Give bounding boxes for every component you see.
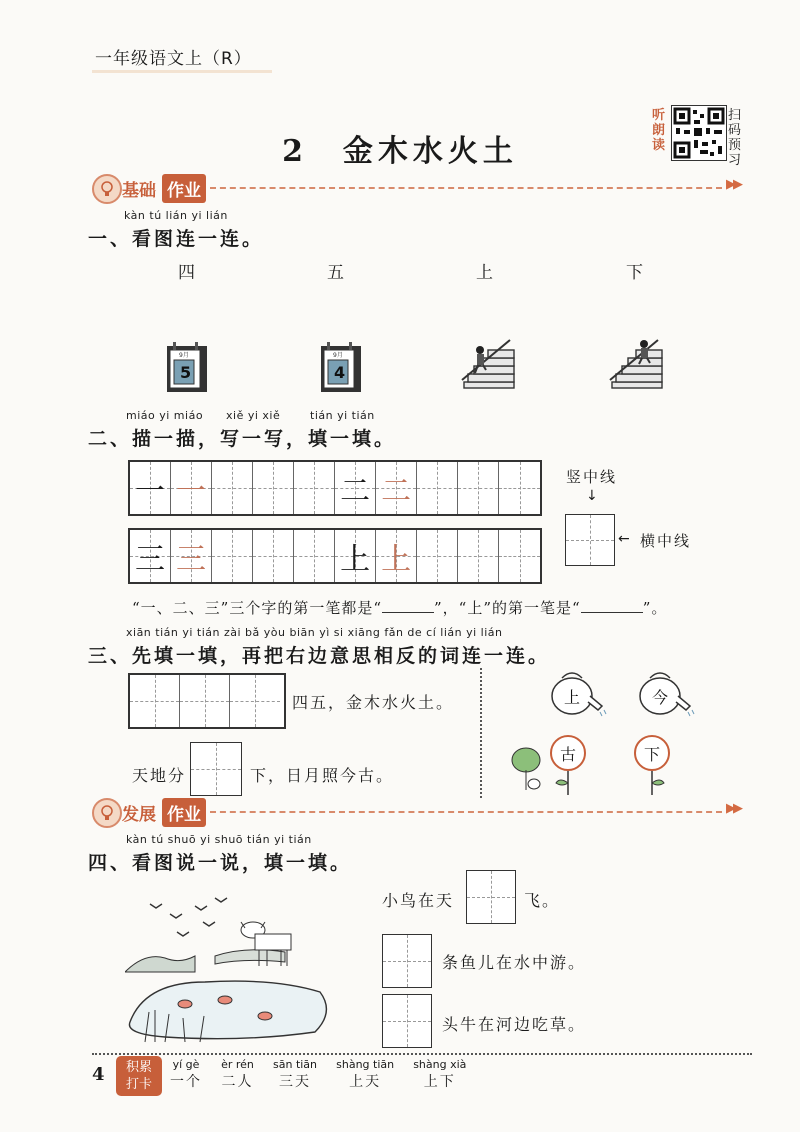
grid-cell[interactable]: 上 (376, 530, 417, 582)
q3-grid-row (128, 673, 286, 729)
section-banner-develop (92, 796, 742, 826)
q2-pinyin-3: tián yi tián (310, 409, 375, 422)
grid-cell[interactable]: 一 (130, 462, 171, 514)
q3-line-1: 四五，金木水火土。 (292, 693, 455, 712)
lesson-title: 2 金木水火土 (282, 134, 518, 169)
flower-char: 古 (550, 735, 586, 771)
q2-sentence-part-b: ”，“上”的第一笔是“ (434, 599, 581, 617)
writing-grid-row-1 (128, 460, 542, 516)
q3-title: 三、先填一填，再把右边意思相反的词连一连。 (88, 645, 551, 667)
leaf-snail-decoration (506, 742, 546, 796)
q3-line-2-post: 下，日月照今古。 (250, 766, 395, 785)
grid-cell[interactable] (130, 675, 180, 727)
page-number: 4 (92, 1064, 105, 1085)
grid-legend-box (565, 514, 615, 566)
calendar-icon[interactable] (165, 340, 211, 394)
accumulate-items (170, 1058, 480, 1091)
book-header: 一年级语文上（R） (95, 49, 252, 69)
section-banner-basic (92, 172, 742, 202)
q1-char-1[interactable]: 四 (178, 263, 195, 283)
grid-cell[interactable] (294, 530, 335, 582)
q4-fill-box-3[interactable] (382, 994, 432, 1048)
badge-line-1: 积累 (125, 1060, 152, 1075)
calendar-month: 9月 (179, 352, 189, 359)
qr-code-icon[interactable] (671, 105, 727, 161)
grid-cell[interactable] (417, 462, 458, 514)
grid-cell[interactable] (458, 530, 499, 582)
footer-dotted-line (92, 1053, 752, 1055)
q3-fill-box[interactable] (190, 742, 242, 796)
q1-pinyin: kàn tú lián yi lián (124, 209, 228, 222)
q4-fill-box-2[interactable] (382, 934, 432, 988)
q2-fill-sentence (132, 597, 667, 618)
grid-cell[interactable]: 上 (335, 530, 376, 582)
q2-blank-1[interactable] (382, 612, 434, 613)
q4-sentence-2: 条鱼儿在水中游。 (442, 953, 587, 972)
q2-title: 二、描一描，写一写，填一填。 (88, 428, 397, 450)
stairs-down-image[interactable] (606, 336, 668, 396)
grid-cell[interactable] (230, 675, 280, 727)
grid-cell[interactable] (458, 462, 499, 514)
horizontal-midline-label: 横中线 (640, 532, 692, 550)
grid-cell[interactable] (253, 530, 294, 582)
banner-label-a: 发展 (122, 805, 156, 825)
banner-dashed-line (210, 187, 722, 189)
vertical-midline-label: 竖中线 (566, 468, 618, 486)
q1-char-4[interactable]: 下 (626, 263, 643, 283)
double-arrow-icon: ▶▶ (726, 177, 740, 192)
calendar-day: 4 (334, 363, 346, 382)
grid-cell[interactable]: 二 (376, 462, 417, 514)
flower-image-2[interactable] (634, 735, 674, 799)
flower-char: 下 (634, 735, 670, 771)
q1-char-2[interactable]: 五 (327, 263, 344, 283)
accumulate-badge (116, 1056, 162, 1096)
grid-cell[interactable] (294, 462, 335, 514)
grid-cell[interactable]: 二 (335, 462, 376, 514)
banner-label-b: 作业 (162, 798, 206, 827)
calendar-day: 5 (180, 363, 192, 382)
q2-sentence-part-a: “一、二、三”三个字的第一笔都是“ (132, 599, 383, 617)
header-underline (92, 70, 272, 73)
q1-title: 一、看图连一连。 (88, 228, 265, 250)
q4-sentence-1-pre: 小鸟在天 (382, 891, 455, 910)
writing-grid-row-2 (128, 528, 542, 584)
grid-cell[interactable] (499, 462, 540, 514)
arrow-down-icon: ↓ (586, 488, 598, 504)
banner-label-b: 作业 (162, 174, 206, 203)
kettle-char: 今 (652, 688, 669, 707)
q1-char-3[interactable]: 上 (476, 263, 493, 283)
grid-cell[interactable] (253, 462, 294, 514)
q3-pinyin: xiān tián yi tián zài bǎ yòu biān yì si xiāng fǎn de cí lián yi lián (126, 626, 503, 639)
grid-cell[interactable]: 一 (171, 462, 212, 514)
kettle-image-1[interactable] (548, 666, 608, 720)
q4-fill-box-1[interactable] (466, 870, 516, 924)
grid-cell[interactable] (180, 675, 230, 727)
arrow-left-icon: ← (618, 531, 630, 547)
calendar-icon[interactable] (319, 340, 365, 394)
banner-label-a: 基础 (122, 181, 156, 201)
q4-sentence-1-post: 飞。 (524, 891, 561, 910)
q2-pinyin-2: xiě yi xiě (226, 409, 281, 422)
lightbulb-icon (92, 174, 122, 204)
stairs-up-image[interactable] (458, 336, 520, 396)
grid-cell[interactable] (212, 462, 253, 514)
q4-title: 四、看图说一说，填一填。 (88, 852, 353, 874)
grid-cell[interactable] (499, 530, 540, 582)
accumulate-item: yí gè 一个 (170, 1058, 202, 1090)
qr-right-label: 扫码预习 (728, 108, 742, 168)
flower-image-1[interactable] (550, 735, 590, 799)
accumulate-item: shàng tiān 上天 (336, 1058, 395, 1090)
badge-line-2: 打卡 (125, 1077, 152, 1092)
banner-dashed-line (210, 811, 722, 813)
lightbulb-icon (92, 798, 122, 828)
q4-pinyin: kàn tú shuō yi shuō tián yi tián (126, 833, 312, 846)
qr-left-label: 听朗读 (652, 108, 666, 153)
accumulate-item: shàng xià 上下 (413, 1058, 467, 1090)
q4-sentence-3: 头牛在河边吃草。 (442, 1015, 587, 1034)
q3-divider (480, 668, 482, 798)
kettle-image-2[interactable] (636, 666, 696, 720)
grid-cell[interactable] (212, 530, 253, 582)
calendar-month: 9月 (333, 352, 343, 359)
accumulate-item: sān tiān 三天 (273, 1058, 318, 1090)
double-arrow-icon: ▶▶ (726, 801, 740, 816)
grid-cell[interactable]: 三 (171, 530, 212, 582)
kettle-char: 上 (564, 688, 581, 707)
accumulate-item: èr rén 二人 (221, 1058, 254, 1090)
q2-pinyin-1: miáo yi miáo (126, 409, 204, 422)
q3-line-2-pre: 天地分 (132, 766, 187, 785)
grid-cell[interactable] (417, 530, 458, 582)
grid-cell[interactable]: 三 (130, 530, 171, 582)
q2-blank-2[interactable] (581, 612, 643, 613)
q2-sentence-part-c: ”。 (642, 599, 668, 617)
river-scene-illustration (125, 892, 340, 1048)
